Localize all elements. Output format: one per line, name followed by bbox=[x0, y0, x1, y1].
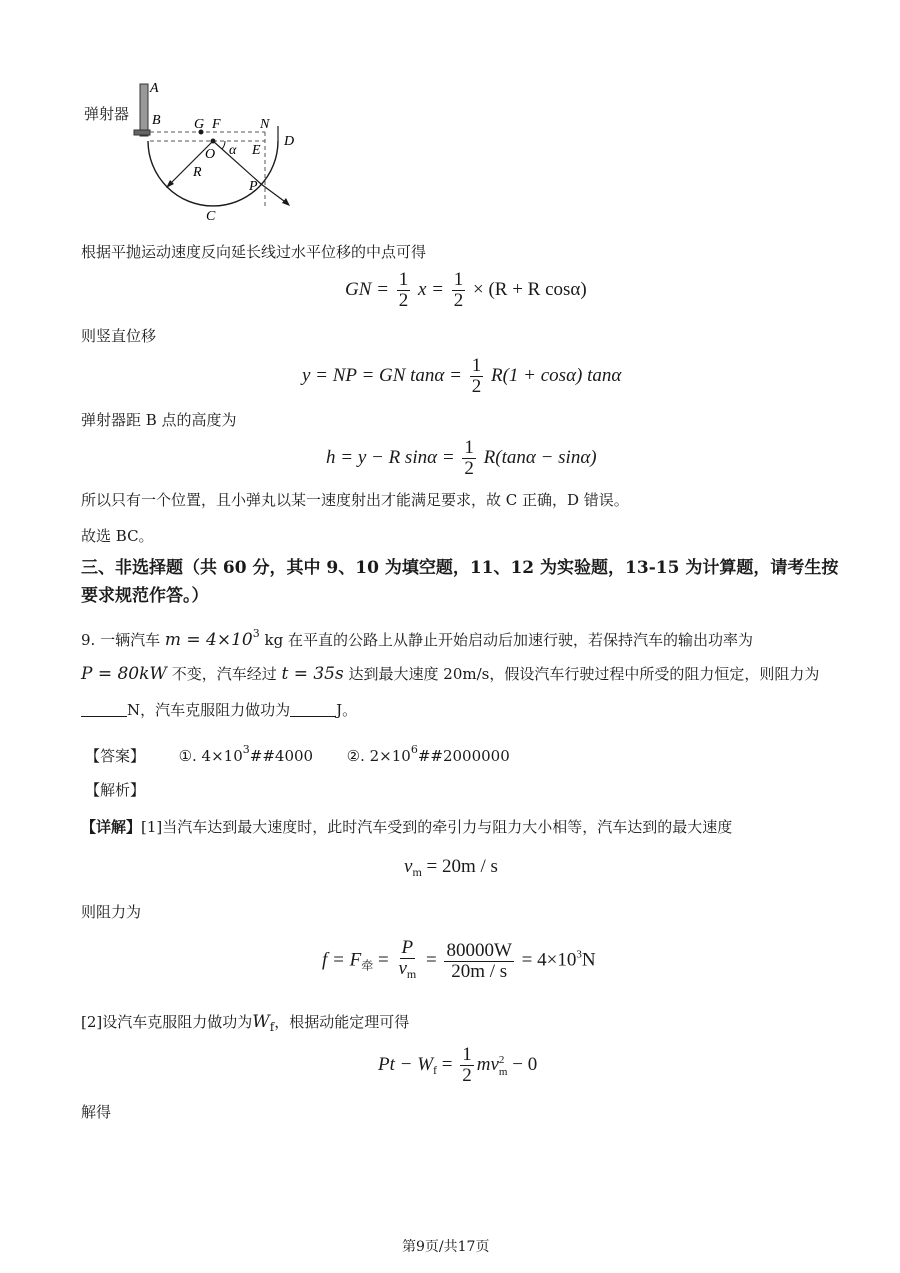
label-E: E bbox=[252, 143, 261, 158]
eq1-mid: x = bbox=[417, 278, 444, 300]
page-footer: 第9页/共17页 bbox=[402, 1239, 490, 1255]
label-D: D bbox=[284, 134, 295, 149]
equation-3 bbox=[326, 438, 597, 479]
eq3-frac: $\frac{1}{2}$ bbox=[464, 437, 474, 479]
blank-1[interactable] bbox=[81, 702, 127, 717]
analysis-label: 【解析】 bbox=[85, 781, 146, 799]
equation-1 bbox=[345, 270, 587, 311]
section-heading-line-1: 三、非选择题（共 60 分，其中 9、10 为填空题，11、12 为实验题，13-15 为计算题，请考生按 bbox=[81, 558, 839, 578]
eq3-rhs: R(tanα − sinα) bbox=[483, 446, 597, 468]
figure bbox=[80, 78, 320, 228]
eq2-frac: $\frac{1}{2}$ bbox=[471, 355, 482, 397]
eq5-frac2: $\frac{80000W}{20m / s}$ bbox=[446, 939, 512, 982]
text-line-1: 根据平抛运动速度反向延长线过水平位移的中点可得 bbox=[81, 243, 427, 261]
eq6-frac: $\frac{1}{2}$ bbox=[462, 1044, 472, 1086]
q9-line-3: N，汽车克服阻力做功为 J。 bbox=[81, 700, 357, 720]
line-6: [2]设汽车克服阻力做功为$W_f$，根据动能定理可得 bbox=[81, 1012, 410, 1034]
blank-2[interactable] bbox=[290, 702, 336, 717]
answer-label: 【答案】 bbox=[85, 747, 146, 765]
answer-line: 【答案】 ①. $4\times 10^3\#\#4000$ ②. $2\times 10^6\#\#2000000$ bbox=[85, 743, 510, 765]
label-R: R bbox=[193, 165, 202, 180]
label-F: F bbox=[212, 117, 221, 132]
label-A: A bbox=[150, 81, 159, 96]
q9-line-1: 9. 一辆汽车 $m = 4\times 10^3$ kg 在平直的公路上从静止开始启动后加速行驶，若保持汽车的输出功率为 bbox=[81, 627, 753, 650]
text-line-2: 则竖直位移 bbox=[81, 327, 157, 345]
label-P: P bbox=[249, 179, 258, 194]
eq3-lhs: h = y − R sinα = bbox=[326, 446, 455, 468]
label-B: B bbox=[152, 113, 161, 128]
label-O: O bbox=[205, 147, 216, 162]
text-line-4: 所以只有一个位置，且小弹丸以某一速度射出才能满足要求，故 C 正确，D 错误。 bbox=[81, 491, 629, 509]
eq2-lhs: y = NP = GN tanα = bbox=[302, 364, 462, 386]
eq1-rhs: × (R + R cosα) bbox=[472, 278, 587, 300]
text-line-3: 弹射器距 B 点的高度为 bbox=[81, 411, 237, 429]
eq1-frac1: $\frac{1}{2}$ bbox=[398, 269, 409, 311]
text-line-5: 故选 BC。 bbox=[81, 527, 154, 545]
equation-5: $f = F_牵$ = $\frac{P}{v_m}$ = $\frac{80000W}{20m / s}$ = $4\times 10^3N$ bbox=[322, 938, 596, 984]
label-alpha: α bbox=[229, 143, 237, 158]
solve-label: 解得 bbox=[81, 1103, 112, 1121]
label-C: C bbox=[206, 209, 216, 224]
label-N: N bbox=[260, 117, 270, 132]
projectile-diagram bbox=[80, 78, 320, 228]
device-label: 弹射器 bbox=[84, 105, 130, 123]
eq1-frac2: $\frac{1}{2}$ bbox=[453, 269, 464, 311]
equation-2 bbox=[302, 356, 621, 397]
eq2-rhs: R(1 + cosα) tanα bbox=[490, 364, 622, 386]
label-G: G bbox=[194, 117, 205, 132]
resist-line: 则阻力为 bbox=[81, 903, 142, 921]
detail-line: 【详解】[1]当汽车达到最大速度时，此时汽车受到的牵引力与阻力大小相等，汽车达到的最大速度 bbox=[81, 818, 733, 836]
q9-line-2: P = 80kW 不变，汽车经过 t = 35s 达到最大速度 20m/s，假设汽车行驶过程中所受的阻力恒定，则阻力为 bbox=[81, 664, 820, 684]
eq5-frac1: $\frac{P}{v_m}$ bbox=[398, 937, 417, 981]
equation-6: $Pt - W_f$ = $\frac{1}{2}$ mv 2 m − 0 bbox=[378, 1044, 538, 1086]
section-heading-line-2: 要求规范作答。） bbox=[81, 586, 209, 606]
eq1-lhs: GN = bbox=[345, 278, 389, 300]
equation-4: $v_m = 20m / s$ bbox=[404, 856, 498, 879]
